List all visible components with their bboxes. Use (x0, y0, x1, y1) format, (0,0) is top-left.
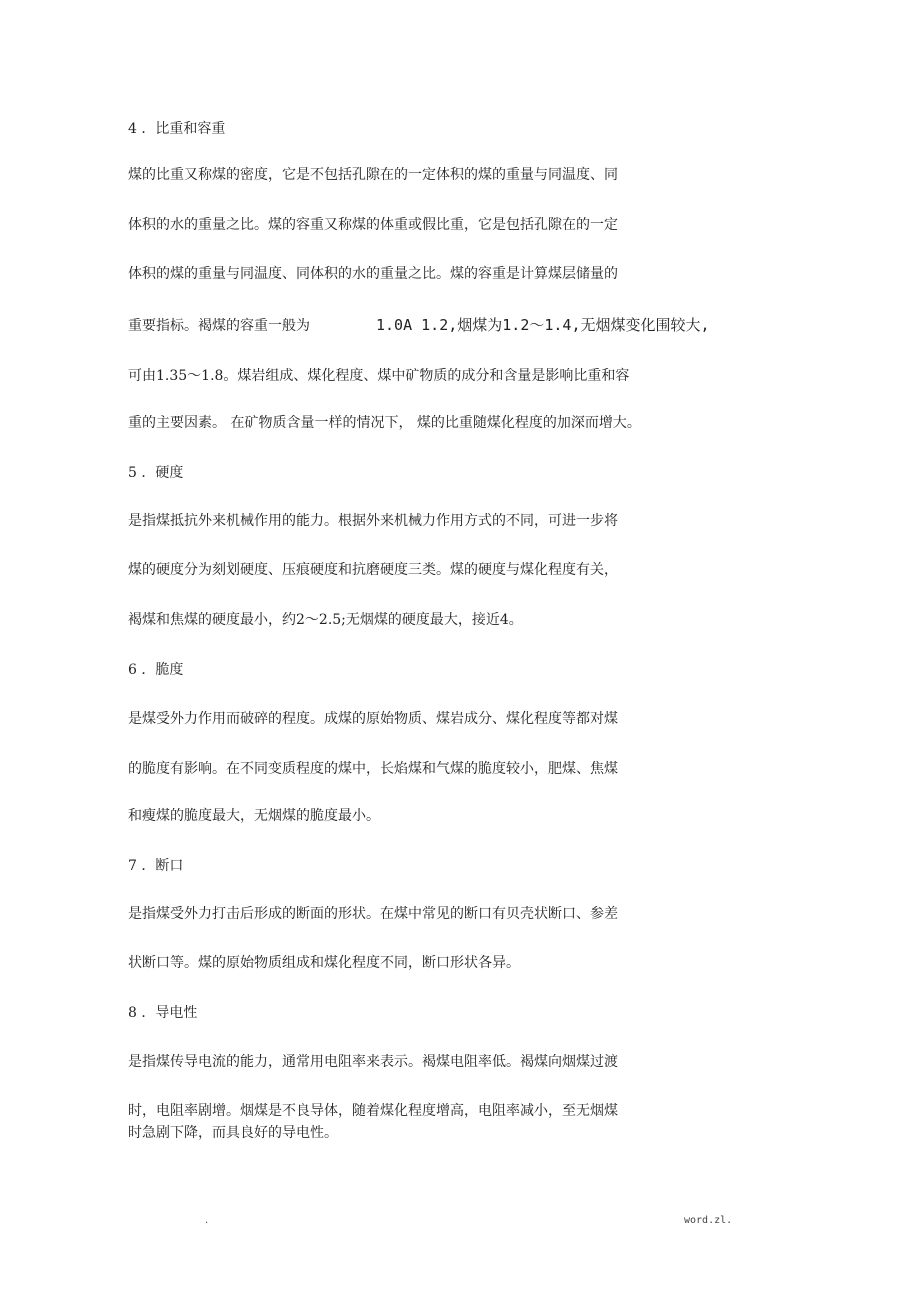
section-6-line-2: 的脆度有影响。在不同变质程度的煤中，长焰煤和气煤的脆度较小，肥煤、焦煤 (128, 761, 618, 777)
section-8-line-2: 时，电阻率剧增。烟煤是不良导体，随着煤化程度增高，电阻率减小，至无烟煤 (128, 1103, 618, 1119)
section-5-heading: 5 ．硬度 (128, 465, 184, 481)
section-4-line-4: 重要指标。褐煤的容重一般为 (128, 318, 310, 334)
section-7-line-2: 状断口等。煤的原始物质组成和煤化程度不同，断口形状各异。 (128, 955, 520, 971)
section-6-heading: 6 ．脆度 (128, 662, 184, 678)
footer-left-mark: . (205, 1215, 209, 1226)
section-4-line-3: 体积的煤的重量与同温度、同体积的水的重量之比。煤的容重是计算煤层储量的 (128, 266, 618, 282)
section-4-line-5: 可由1.35〜1.8。煤岩组成、煤化程度、煤中矿物质的成分和含量是影响比重和容 (128, 368, 630, 384)
section-4-line-2: 体积的水的重量之比。煤的容重又称煤的体重或假比重，它是包括孔隙在的一定 (128, 217, 618, 233)
section-5-line-3: 褐煤和焦煤的硬度最小，约2〜2.5;无烟煤的硬度最大，接近4。 (128, 612, 523, 628)
section-7-heading: 7 ．断口 (128, 858, 184, 874)
section-6-line-1: 是煤受外力作用而破碎的程度。成煤的原始物质、煤岩成分、煤化程度等都对煤 (128, 711, 618, 727)
section-4-line-4-values: 1.0A 1.2,烟煤为1.2〜1.4,无烟煤变化围较大, (376, 316, 710, 334)
footer-right-mark: word.zl. (684, 1215, 733, 1226)
section-4-heading: 4 ．比重和容重 (128, 121, 226, 137)
section-8-line-1: 是指煤传导电流的能力，通常用电阻率来表示。褐煤电阻率低。褐煤向烟煤过渡 (128, 1054, 618, 1070)
section-4-line-6: 重的主要因素。 在矿物质含量一样的情况下， 煤的比重随煤化程度的加深而增大。 (128, 415, 641, 431)
section-7-line-1: 是指煤受外力打击后形成的断面的形状。在煤中常见的断口有贝壳状断口、参差 (128, 906, 618, 922)
section-6-line-3: 和瘦煤的脆度最大，无烟煤的脆度最小。 (128, 808, 380, 824)
section-5-line-1: 是指煤抵抗外来机械作用的能力。根据外来机械力作用方式的不同，可进一步将 (128, 513, 618, 529)
section-8-line-3: 时急剧下降，而具良好的导电性。 (128, 1125, 338, 1141)
section-5-line-2: 煤的硬度分为刻划硬度、压痕硬度和抗磨硬度三类。煤的硬度与煤化程度有关， (128, 562, 618, 578)
section-8-heading: 8 ．导电性 (128, 1005, 198, 1021)
section-4-line-1: 煤的比重又称煤的密度，它是不包括孔隙在的一定体积的煤的重量与同温度、同 (128, 167, 618, 183)
